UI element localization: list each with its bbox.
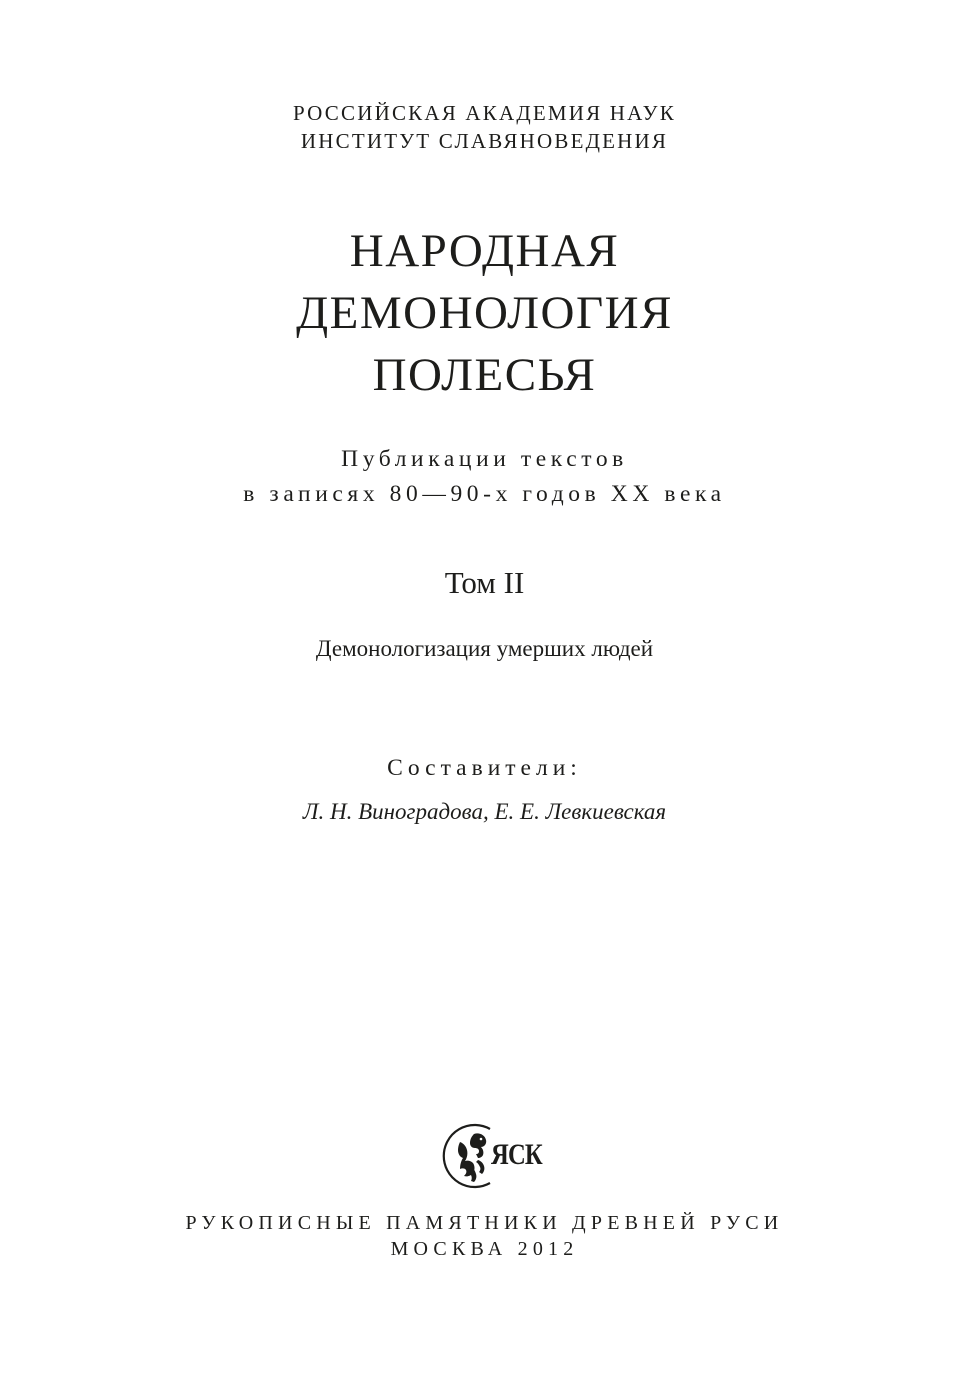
subtitle-line-2: в записях 80—90-х годов XX века (243, 481, 726, 507)
institute-name: ИНСТИТУТ СЛАВЯНОВЕДЕНИЯ (300, 129, 669, 153)
city-year: МОСКВА 2012 (390, 1238, 579, 1260)
compilers-names: Л. Н. Виноградова, Е. Е. Левкиевская (302, 799, 667, 824)
publisher-name: РУКОПИСНЫЕ ПАМЯТНИКИ ДРЕВНЕЙ РУСИ (185, 1212, 784, 1234)
publisher-logo (438, 1120, 558, 1192)
publisher-logo-text: ЯСК (491, 1138, 542, 1171)
book-title-line-2: ДЕМОНОЛОГИЯ (296, 287, 673, 339)
volume-number: Том II (444, 565, 525, 600)
academy-name: РОССИЙСКАЯ АКАДЕМИЯ НАУК (293, 101, 676, 125)
book-title-line-3: ПОЛЕСЬЯ (372, 349, 597, 401)
compilers-label: Составители: (387, 755, 582, 781)
subtitle-line-1: Публикации текстов (341, 446, 628, 472)
volume-title: Демонологизация умерших людей (315, 636, 654, 661)
book-title-line-1: НАРОДНАЯ (349, 225, 620, 277)
